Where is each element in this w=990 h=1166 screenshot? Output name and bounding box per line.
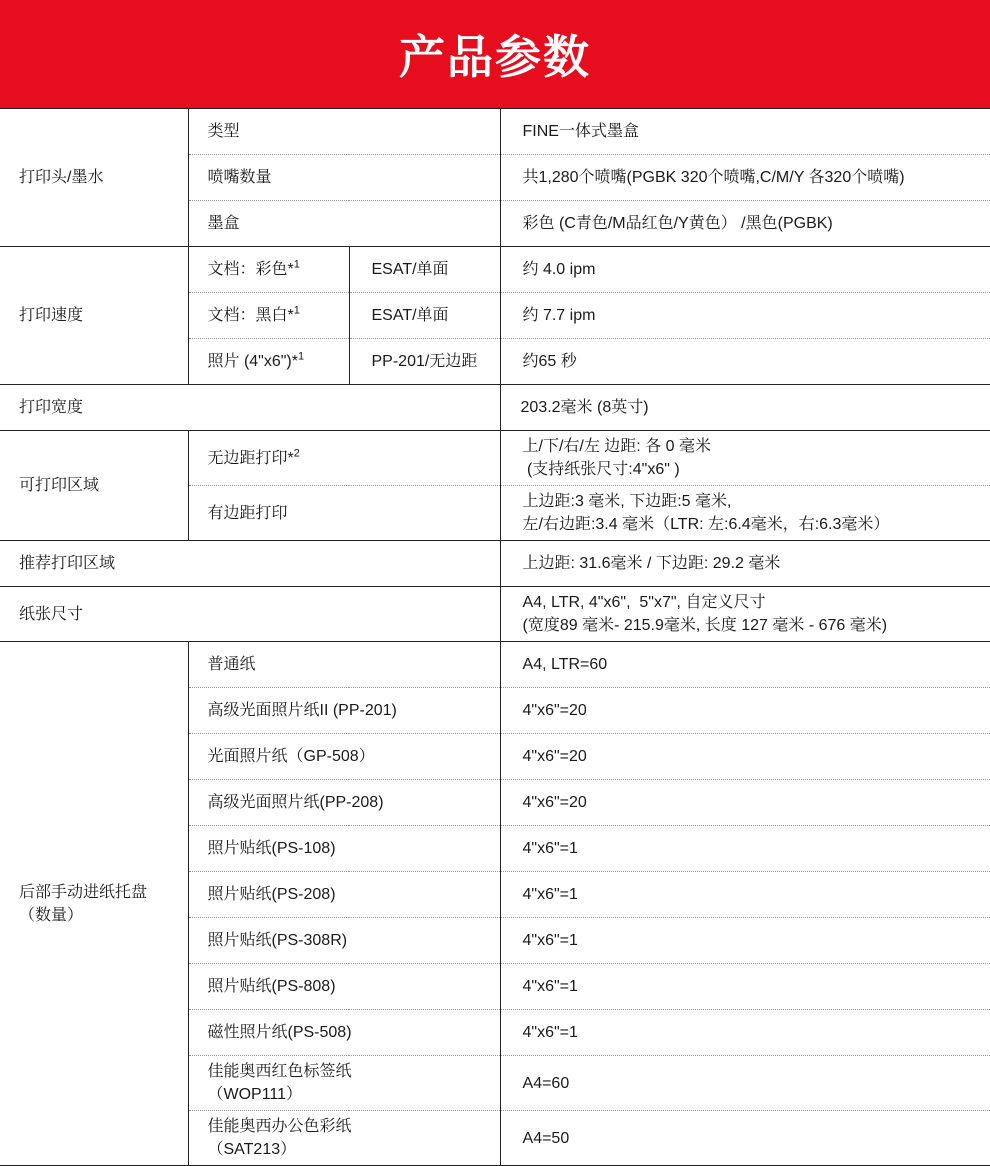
spec-value-line: 左/右边距:3.4 毫米（LTR: 左:6.4毫米，右:6.3毫米） (522, 516, 890, 533)
spec-name: 照片贴纸(PS-308R) (188, 918, 500, 964)
table-row (0, 109, 990, 155)
table-row (0, 642, 990, 688)
spec-value: 彩色 (C青色/M品红色/Y黄色） /黑色(PGBK) (500, 201, 990, 247)
group-label-line: （数量） (19, 906, 84, 924)
spec-name (188, 431, 500, 486)
spec-name: 照片贴纸(PS-208) (188, 872, 500, 918)
spec-value-line: (宽度89 毫米- 215.9毫米, 长度 127 毫米 - 676 毫米) (522, 617, 888, 634)
spec-value (500, 486, 990, 541)
spec-value (500, 431, 990, 486)
table-row (0, 587, 990, 642)
table-row (0, 431, 990, 486)
group-label-line: 后部手动进纸托盘 (19, 883, 148, 901)
spec-value: A4, LTR=60 (500, 642, 990, 688)
spec-name (188, 247, 349, 293)
spec-value: 4"x6"=1 (500, 918, 990, 964)
footnote-mark: 1 (298, 350, 305, 363)
spec-name-line: 佳能奥西红色标签纸 (207, 1063, 352, 1080)
spec-name: 照片贴纸(PS-108) (188, 826, 500, 872)
spec-value: 共1,280个喷嘴(PGBK 320个喷嘴,C/M/Y 各320个喷嘴) (500, 155, 990, 201)
spec-condition: ESAT/单面 (349, 247, 500, 293)
footnote-mark: 1 (293, 258, 300, 271)
spec-value: A4=60 (500, 1056, 990, 1111)
spec-name: 磁性照片纸(PS-508) (188, 1010, 500, 1056)
footnote-mark: 2 (293, 447, 300, 460)
spec-value: 4"x6"=1 (500, 826, 990, 872)
group-label-area: 可打印区域 (0, 431, 188, 541)
spec-value: 4"x6"=1 (500, 964, 990, 1010)
spec-value: 上边距: 31.6毫米 / 下边距: 29.2 毫米 (500, 541, 990, 587)
spec-value: 4"x6"=20 (500, 734, 990, 780)
page-title: 产品参数 (399, 30, 591, 84)
spec-name: 有边距打印 (188, 486, 500, 541)
spec-value-line: (支持纸张尺寸:4"x6" ) (522, 461, 680, 478)
spec-name-text: 文档：彩色* (207, 261, 294, 278)
spec-value: 4"x6"=20 (500, 780, 990, 826)
table-row (0, 385, 990, 431)
spec-name (188, 339, 349, 385)
spec-value-line: 上边距:3 毫米, 下边距:5 毫米, (522, 493, 732, 510)
spec-name: 墨盒 (188, 201, 500, 247)
spec-value: A4=50 (500, 1111, 990, 1166)
spec-name-line: 佳能奥西办公色彩纸 (207, 1118, 352, 1135)
group-label-paper: 纸张尺寸 (0, 587, 500, 642)
page-header (0, 0, 990, 108)
spec-value: 4"x6"=20 (500, 688, 990, 734)
spec-value: 203.2毫米 (8英寸) (500, 385, 990, 431)
spec-name: 照片贴纸(PS-808) (188, 964, 500, 1010)
spec-value: 4"x6"=1 (500, 872, 990, 918)
spec-value: FINE一体式墨盒 (500, 109, 990, 155)
spec-condition: ESAT/单面 (349, 293, 500, 339)
spec-value: 约65 秒 (500, 339, 990, 385)
spec-name: 高级光面照片纸(PP-208) (188, 780, 500, 826)
spec-name-text: 无边距打印* (207, 449, 294, 467)
group-label-recommended: 推荐打印区域 (0, 541, 500, 587)
spec-table (0, 108, 990, 1166)
spec-name-line: （WOP111） (207, 1086, 303, 1103)
spec-name-line: （SAT213） (207, 1141, 297, 1158)
group-label-tray (0, 642, 188, 1166)
table-row (0, 247, 990, 293)
spec-value-line: 上/下/右/左 边距: 各 0 毫米 (522, 438, 711, 455)
spec-name: 光面照片纸（GP-508） (188, 734, 500, 780)
footnote-mark: 1 (293, 304, 300, 317)
spec-value: 4"x6"=1 (500, 1010, 990, 1056)
spec-name: 喷嘴数量 (188, 155, 500, 201)
spec-name-text: 照片 (4"x6")* (207, 353, 298, 370)
spec-name (188, 1056, 500, 1111)
spec-name: 类型 (188, 109, 500, 155)
group-label-width: 打印宽度 (0, 385, 500, 431)
spec-value-line: A4, LTR, 4"x6", 5"x7", 自定义尺寸 (522, 594, 766, 611)
table-row (0, 541, 990, 587)
spec-value: 约 7.7 ipm (500, 293, 990, 339)
spec-condition: PP-201/无边距 (349, 339, 500, 385)
spec-name-text: 文档：黑白* (207, 307, 294, 324)
spec-name (188, 1111, 500, 1166)
spec-name: 普通纸 (188, 642, 500, 688)
spec-name (188, 293, 349, 339)
spec-value (500, 587, 990, 642)
group-label-printhead: 打印头/墨水 (0, 109, 188, 247)
group-label-speed: 打印速度 (0, 247, 188, 385)
spec-value: 约 4.0 ipm (500, 247, 990, 293)
spec-name: 高级光面照片纸II (PP-201) (188, 688, 500, 734)
